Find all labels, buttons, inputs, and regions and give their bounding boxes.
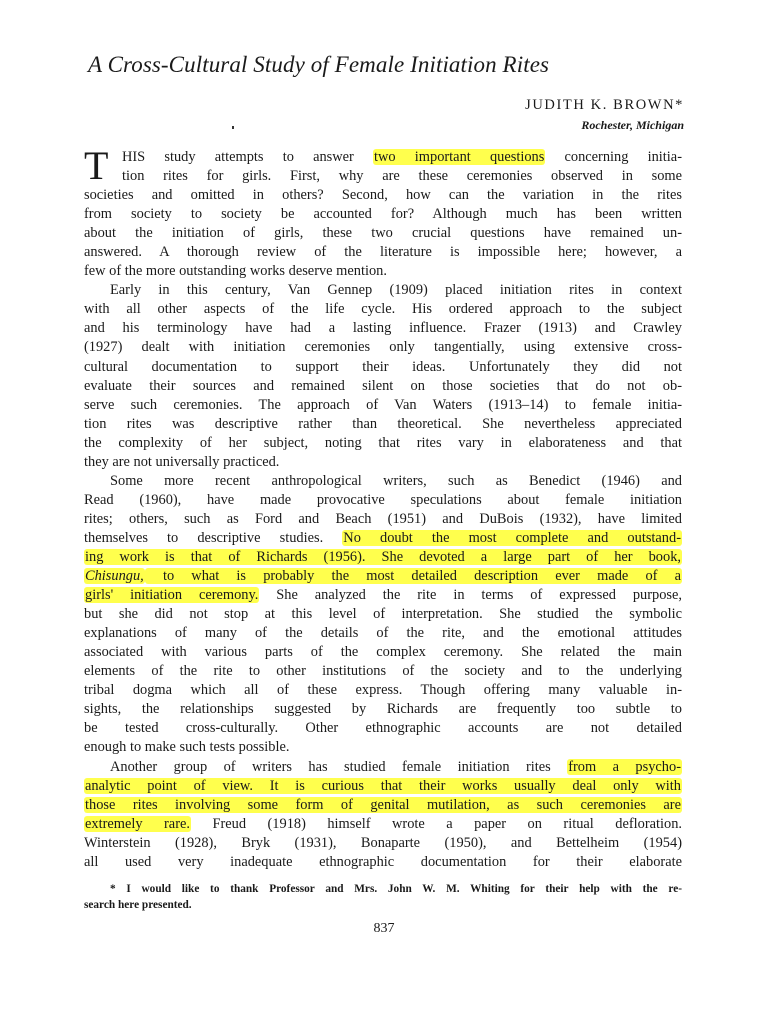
text-run: tribal dogma which all of these express. Though offering many valuable in- bbox=[84, 682, 682, 699]
footnote-line: search here presented. bbox=[84, 899, 192, 911]
article-title: A Cross-Cultural Study of Female Initiation Rites bbox=[88, 52, 550, 77]
text-line bbox=[84, 834, 682, 853]
text-line bbox=[84, 243, 682, 262]
text-line bbox=[84, 167, 682, 186]
text-run: Winterstein (1928), Bryk (1931), Bonaparte (1950), and Bettelheim (1954) bbox=[84, 834, 682, 851]
text-run: they are not universally practiced. bbox=[84, 453, 280, 470]
text-line bbox=[84, 148, 682, 167]
highlighted-text: analytic point of view. It is curious that their works usually deal only with bbox=[85, 777, 681, 794]
text-line bbox=[84, 472, 682, 491]
text-line bbox=[84, 758, 682, 777]
text-run: and his terminology have had a lasting influence. Frazer (1913) and Crawley bbox=[84, 320, 682, 337]
text-line bbox=[84, 338, 682, 357]
text-run: tion rites for girls. First, why are these ceremonies observed in some bbox=[122, 168, 682, 185]
text-line bbox=[84, 205, 682, 224]
text-line bbox=[84, 377, 682, 396]
text-line bbox=[84, 815, 682, 834]
page-number: 837 bbox=[373, 921, 395, 936]
text-line bbox=[84, 262, 682, 281]
text-run: themselves to descriptive studies. bbox=[84, 529, 343, 546]
text-line bbox=[84, 434, 682, 453]
text-line bbox=[84, 529, 682, 548]
text-run: be tested cross-culturally. Other ethnographic accounts are not detailed bbox=[84, 720, 682, 737]
text-line bbox=[84, 396, 682, 415]
highlighted-text: Chisungu, bbox=[85, 568, 144, 585]
author-affiliation: Rochester, Michigan bbox=[581, 118, 684, 132]
highlighted-text: two important questions bbox=[374, 149, 545, 165]
highlighted-text: to what is probably the most detailed description ever made of a bbox=[145, 568, 681, 585]
text-line bbox=[84, 643, 682, 662]
text-run: rites; others, such as Ford and Beach (1951) and DuBois (1932), have limited bbox=[84, 510, 682, 527]
text-run: serve such ceremonies. The approach of Van Waters (1913–14) to female initia- bbox=[84, 396, 682, 413]
text-run: concerning initia- bbox=[545, 149, 682, 165]
text-line bbox=[84, 548, 682, 567]
text-run: from society to society be accounted for? Although much has been written bbox=[84, 206, 682, 223]
body-text bbox=[84, 143, 683, 872]
text-line bbox=[84, 415, 682, 434]
text-line bbox=[84, 796, 682, 815]
text-run: Freud (1918) himself wrote a paper on ritual defloration. bbox=[190, 815, 683, 832]
text-run: few of the more outstanding works deserve mention. bbox=[84, 263, 387, 280]
text-run: about the initiation of girls, these two crucial questions have remained un- bbox=[84, 225, 682, 242]
highlighted-text: extremely rare. bbox=[85, 815, 190, 832]
text-run: tion rites was descriptive rather than theoretical. She nevertheless appreciated bbox=[84, 415, 682, 432]
text-line bbox=[84, 624, 682, 643]
text-run: answered. A thorough review of the literature is impossible here; however, a bbox=[84, 244, 682, 261]
highlighted-text: those rites involving some form of genital mutilation, as such ceremonies are bbox=[85, 796, 681, 813]
text-line bbox=[84, 319, 682, 338]
text-line bbox=[84, 719, 682, 738]
highlighted-text: No doubt the most complete and outstand- bbox=[343, 529, 681, 546]
text-run: Some more recent anthropological writers, such as Benedict (1946) and bbox=[110, 472, 682, 489]
highlighted-text: from a psycho- bbox=[568, 758, 681, 775]
text-run: Read (1960), have made provocative speculations about female initiation bbox=[84, 491, 682, 508]
text-run: all used very inadequate ethnographic documentation for their elaborate bbox=[84, 853, 682, 870]
highlighted-text: ing work is that of Richards (1956). She devoted a large part of her book, bbox=[85, 548, 681, 565]
text-line bbox=[84, 738, 682, 757]
text-run: societies and omitted in others? Second, how can the variation in the rites bbox=[84, 187, 682, 204]
text-line bbox=[84, 510, 682, 529]
text-run: with all other aspects of the life cycle. His ordered approach to the subject bbox=[84, 301, 682, 318]
text-run: (1927) dealt with initiation ceremonies only tangentially, using extensive cross- bbox=[84, 339, 682, 356]
text-run: explanations of many of the details of the rite, and the emotional attitudes bbox=[84, 625, 682, 642]
footnote-line: * I would like to thank Professor and Mrs. John W. M. Whiting for their help with the re- bbox=[110, 883, 682, 895]
text-line bbox=[84, 586, 682, 605]
text-run: Early in this century, Van Gennep (1909) placed initiation rites in context bbox=[110, 282, 682, 299]
text-run: evaluate their sources and remained silent on those societies that do not ob- bbox=[84, 377, 682, 394]
print-speck bbox=[232, 126, 234, 129]
author-name: JUDITH K. BROWN* bbox=[525, 97, 684, 113]
text-line bbox=[84, 281, 682, 300]
highlighted-text: girls' initiation ceremony. bbox=[85, 587, 259, 604]
text-line bbox=[84, 700, 682, 719]
text-run: elements of the rite to other institutions of the society and to the underlying bbox=[84, 663, 682, 680]
text-line bbox=[84, 777, 682, 796]
text-run: but she did not stop at this level of interpretation. She studied the symbolic bbox=[84, 606, 682, 623]
text-run: She analyzed the rite in terms of expressed purpose, bbox=[259, 587, 682, 604]
drop-cap: T bbox=[84, 143, 109, 188]
text-run: the complexity of her subject, noting that rites vary in elaborateness and that bbox=[84, 434, 682, 451]
text-line bbox=[84, 491, 682, 510]
text-run: associated with various parts of the complex ceremony. She related the main bbox=[84, 644, 682, 661]
text-run: enough to make such tests possible. bbox=[84, 739, 290, 756]
text-line bbox=[84, 300, 682, 319]
text-line bbox=[84, 224, 682, 243]
text-line bbox=[84, 453, 682, 472]
text-line bbox=[84, 186, 682, 205]
text-line bbox=[84, 662, 682, 681]
text-line bbox=[84, 681, 682, 700]
text-run: HIS study attempts to answer bbox=[122, 149, 374, 165]
footnote bbox=[84, 881, 682, 913]
text-line bbox=[84, 605, 682, 624]
text-line bbox=[84, 567, 682, 586]
text-run: sights, the relationships suggested by Richards are frequently too subtle to bbox=[84, 701, 682, 718]
text-run: cultural documentation to support their ideas. Unfortunately they did not bbox=[84, 358, 682, 375]
text-line bbox=[84, 853, 682, 872]
text-run: Another group of writers has studied female initiation rites bbox=[110, 758, 568, 775]
text-line bbox=[84, 358, 682, 377]
